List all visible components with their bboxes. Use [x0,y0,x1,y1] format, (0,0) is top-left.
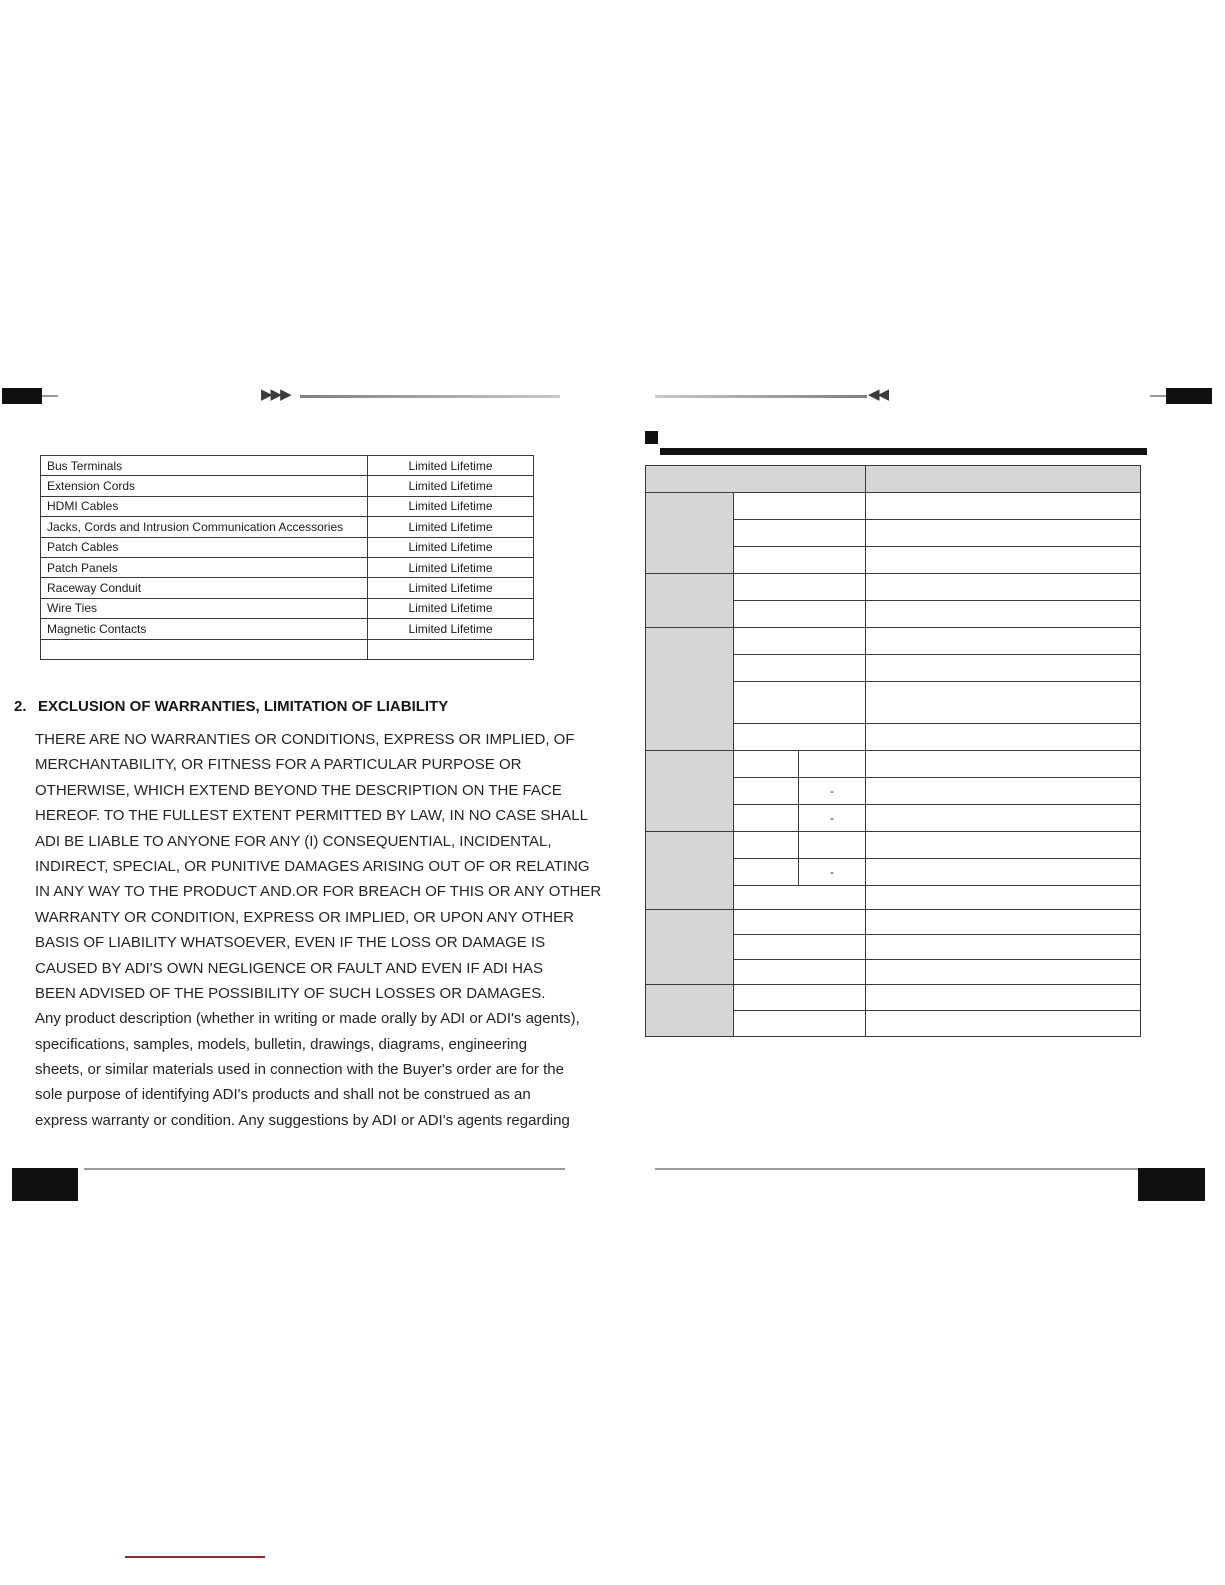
legal-line: INDIRECT, SPECIAL, OR PUNITIVE DAMAGES ARISING OUT OF OR RELATING [35,857,590,875]
table-row [41,496,534,516]
value-cell [866,805,1141,832]
header-cell [866,466,1141,493]
value-cell [734,520,866,547]
product-cell: Patch Panels [41,557,368,577]
warranty-table [40,455,534,660]
table-row [646,493,1141,520]
value-cell [734,724,866,751]
row-group-label-cell [646,832,734,910]
warranty-cell: Limited Lifetime [368,619,534,639]
legal-line: CAUSED BY ADI'S OWN NEGLIGENCE OR FAULT AND EVEN IF ADI HAS [35,959,543,977]
value-cell [866,628,1141,655]
table-row [41,456,534,476]
value-cell [866,910,1141,935]
legal-line: BEEN ADVISED OF THE POSSIBILITY OF SUCH LOSSES OR DAMAGES. [35,984,546,1002]
value-cell [866,859,1141,886]
value-cell [734,832,799,859]
legal-line: specifications, samples, models, bulletin, drawings, diagrams, engineering [35,1035,527,1053]
legal-line: ADI BE LIABLE TO ANYONE FOR ANY (I) CONSEQUENTIAL, INCIDENTAL, [35,832,552,850]
value-cell [734,960,866,985]
table-row [41,557,534,577]
value-cell [866,547,1141,574]
value-cell [866,655,1141,682]
page-edge-marker-top-left [2,388,42,404]
product-cell: Jacks, Cords and Intrusion Communication Accessories [41,517,368,537]
table-row [41,578,534,598]
legal-line: BASIS OF LIABILITY WHATSOEVER, EVEN IF THE LOSS OR DAMAGE IS [35,934,546,952]
table-row [646,574,1141,601]
value-cell [866,493,1141,520]
footer-underline [125,1556,265,1558]
value-cell [866,724,1141,751]
section-rule [660,448,1147,455]
forward-arrows-icon: ▶▶▶ [261,386,290,403]
row-group-label-cell [646,751,734,832]
table-row [41,537,534,557]
value-cell [734,886,866,910]
table-row [646,628,1141,655]
legal-line: THERE ARE NO WARRANTIES OR CONDITIONS, EXPRESS OR IMPLIED, OF [35,731,575,748]
legal-line: IN ANY WAY TO THE PRODUCT AND.OR FOR BREACH OF THIS OR ANY OTHER [35,883,602,901]
product-cell: Extension Cords [41,476,368,496]
legal-line: express warranty or condition. Any suggestions by ADI or ADI's agents regarding [35,1111,570,1129]
warranty-cell: Limited Lifetime [368,496,534,516]
footer-line-left [84,1168,565,1170]
legal-line: HEREOF. TO THE FULLEST EXTENT PERMITTED BY LAW, IN NO CASE SHALL [35,807,588,825]
back-arrows-icon: ◀◀ [868,386,888,403]
value-cell [866,886,1141,910]
top-left-tick-line [42,395,58,397]
value-cell [799,751,866,778]
value-cell [866,601,1141,628]
value-cell [734,655,866,682]
value-cell [734,601,866,628]
table-row [41,619,534,639]
value-cell [734,751,799,778]
value-cell [866,832,1141,859]
row-group-label-cell [646,628,734,751]
table-row [646,985,1141,1011]
warranty-cell: Limited Lifetime [368,537,534,557]
value-cell [734,682,866,724]
value-cell [734,493,866,520]
row-group-label-cell [646,493,734,574]
table-row [41,639,534,659]
value-cell [734,985,866,1011]
row-group-label-cell [646,910,734,985]
footer-line-right [655,1168,1138,1170]
product-cell: Bus Terminals [41,456,368,476]
row-group-label-cell [646,985,734,1037]
value-cell [866,1011,1141,1037]
product-cell: Patch Cables [41,537,368,557]
warranty-cell: Limited Lifetime [368,598,534,618]
value-cell [799,832,866,859]
top-right-tick-line [1150,395,1166,397]
value-cell [734,574,866,601]
product-cell: Raceway Conduit [41,578,368,598]
value-cell [734,1011,866,1037]
warranty-cell [368,639,534,659]
value-cell [734,805,799,832]
value-cell [866,778,1141,805]
value-cell [734,859,799,886]
table-row [41,517,534,537]
value-cell [734,547,866,574]
value-cell [866,960,1141,985]
value-cell [866,520,1141,547]
dash-cell: - [799,805,866,832]
page-number-block-left [12,1168,78,1201]
product-cell: Wire Ties [41,598,368,618]
warranty-cell: Limited Lifetime [368,557,534,577]
legal-paragraph [35,727,620,1133]
value-cell [866,751,1141,778]
top-right-divider-line [655,395,867,398]
spec-table [645,465,1141,1037]
product-cell [41,639,368,659]
table-row [646,751,1141,778]
legal-line: Any product description (whether in writing or made orally by ADI or ADI's agents), [35,1010,580,1028]
legal-line: MERCHANTABILITY, OR FITNESS FOR A PARTICULAR PURPOSE OR [35,756,522,774]
table-row [646,910,1141,935]
dash-cell: - [799,859,866,886]
value-cell [866,935,1141,960]
legal-line: OTHERWISE, WHICH EXTEND BEYOND THE DESCRIPTION ON THE FACE [35,781,562,799]
product-cell: Magnetic Contacts [41,619,368,639]
warranty-cell: Limited Lifetime [368,456,534,476]
top-left-divider-line [300,395,560,398]
row-group-label-cell [646,574,734,628]
value-cell [866,682,1141,724]
table-row [41,476,534,496]
section-title: EXCLUSION OF WARRANTIES, LIMITATION OF LIABILITY [38,698,449,715]
header-cell [646,466,866,493]
bullet-square-icon [645,431,658,444]
value-cell [866,574,1141,601]
value-cell [734,778,799,805]
page-edge-marker-top-right [1166,388,1212,404]
legal-line: WARRANTY OR CONDITION, EXPRESS OR IMPLIED, OR UPON ANY OTHER [35,908,574,926]
section-heading [14,698,448,715]
warranty-cell: Limited Lifetime [368,476,534,496]
value-cell [734,628,866,655]
value-cell [866,985,1141,1011]
table-row [646,832,1141,859]
product-cell: HDMI Cables [41,496,368,516]
warranty-cell: Limited Lifetime [368,578,534,598]
dash-cell: - [799,778,866,805]
value-cell [734,935,866,960]
value-cell [734,910,866,935]
table-row [41,598,534,618]
table-header-row [646,466,1141,493]
legal-line: sheets, or similar materials used in connection with the Buyer's order are for the [35,1061,564,1079]
section-number: 2. [14,698,27,715]
warranty-cell: Limited Lifetime [368,517,534,537]
page-number-block-right [1138,1168,1205,1201]
legal-line: sole purpose of identifying ADI's products and shall not be construed as an [35,1086,531,1104]
